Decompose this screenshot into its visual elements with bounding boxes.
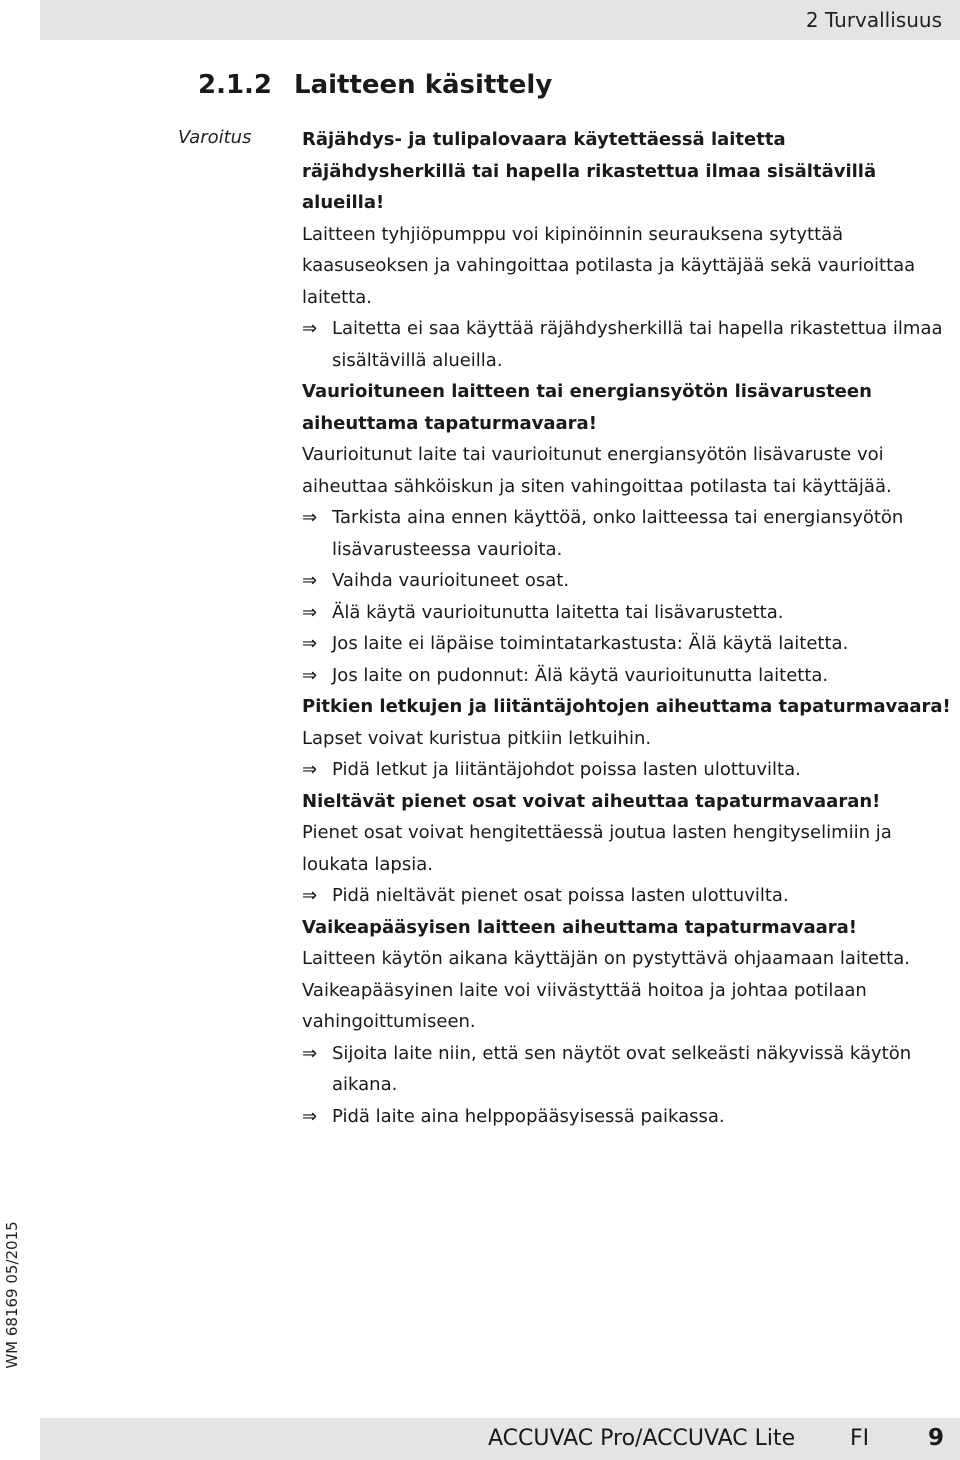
safety-action [302,660,952,692]
document-id: WM 68169 05/2015 [3,1221,21,1369]
warning-block [302,786,952,912]
page-footer [40,1418,960,1460]
safety-action [302,565,952,597]
safety-action-text: Älä käytä vaurioitunutta laitetta tai lisävarustetta. [332,601,784,623]
footer-product-name: ACCUVAC Pro/ACCUVAC Lite [488,1426,796,1451]
section-heading [198,70,552,100]
safety-action-text: Pidä nieltävät pienet osat poissa lasten ulottuvilta. [332,885,789,906]
hazard-heading: Vaurioituneen laitteen tai energiansyötön lisävarusteen aiheuttama tapaturmavaara! [302,381,872,434]
hazard-description: Laitteen tyhjiöpumppu voi kipinöinnin seurauksena sytyttää kaasuseoksen ja vahingoittaa potilasta ja käyttäjää sekä vaurioittaa laitetta. [302,223,916,308]
footer-language: FI [850,1426,870,1451]
safety-action [302,1101,952,1133]
safety-action [302,597,952,629]
hazard-heading: Pitkien letkujen ja liitäntäjohtojen aiheuttama tapaturmavaara! [302,696,951,717]
page-header [40,0,960,40]
safety-action [302,754,952,786]
safety-action-text: Tarkista aina ennen käyttöä, onko laitteessa tai energiansyötön lisävarusteessa vaurioita. [332,507,904,560]
action-arrow-icon: ⇒ [302,1105,318,1127]
safety-action-text: Vaihda vaurioituneet osat. [332,570,570,591]
warning-side-label: Varoitus [178,127,252,148]
action-arrow-icon: ⇒ [302,759,318,780]
hazard-heading: Räjähdys- ja tulipalovaara käytettäessä laitetta räjähdysherkillä tai hapella rikastettua ilmaa sisältävillä alueilla! [302,129,877,213]
action-arrow-icon: ⇒ [302,885,318,906]
warning-block [302,124,952,376]
hazard-heading: Vaikeapääsyisen laitteen aiheuttama tapaturmavaara! [302,916,858,938]
hazard-description: Pienet osat voivat hengitettäessä joutua lasten hengityselimiin ja loukata lapsia. [302,822,892,875]
action-arrow-icon: ⇒ [302,664,318,686]
safety-action-text: Pidä letkut ja liitäntäjohdot poissa lasten ulottuvilta. [332,759,801,780]
action-arrow-icon: ⇒ [302,507,318,528]
section-title: Laitteen käsittely [294,70,553,100]
page-number: 9 [928,1425,945,1451]
safety-action [302,502,952,565]
chapter-title: 2 Turvallisuus [805,8,942,32]
safety-action-text: Laitetta ei saa käyttää räjähdysherkillä tai hapella rikastettua ilmaa sisältävillä alueilla. [332,318,943,371]
action-arrow-icon: ⇒ [302,318,318,339]
warnings-body [302,124,952,1132]
warning-block [302,912,952,1133]
document-id-margin [0,1210,24,1380]
safety-action [302,880,952,912]
action-arrow-icon: ⇒ [302,1042,318,1064]
hazard-description: Lapset voivat kuristua pitkiin letkuihin. [302,727,652,749]
action-arrow-icon: ⇒ [302,601,318,623]
safety-action-text: Jos laite on pudonnut: Älä käytä vaurioitunutta laitetta. [332,664,829,686]
warning-block [302,376,952,691]
safety-action [302,628,952,660]
safety-action [302,313,952,376]
action-arrow-icon: ⇒ [302,570,318,591]
hazard-description: Vaikeapääsyinen laite voi viivästyttää hoitoa ja johtaa potilaan vahingoittumiseen. [302,979,867,1032]
hazard-heading: Nieltävät pienet osat voivat aiheuttaa tapaturmavaaran! [302,790,881,812]
safety-action-text: Pidä laite aina helppopääsyisessä paikassa. [332,1105,725,1127]
action-arrow-icon: ⇒ [302,633,318,654]
safety-action-text: Sijoita laite niin, että sen näytöt ovat selkeästi näkyvissä käytön aikana. [332,1042,912,1095]
hazard-description: Vaurioitunut laite tai vaurioitunut energiansyötön lisävaruste voi aiheuttaa sähköiskun ja siten vahingoittaa potilasta tai käyttäjää. [302,444,892,497]
safety-action-text: Jos laite ei läpäise toimintatarkastusta: Älä käytä laitetta. [332,633,849,654]
safety-action [302,1038,952,1101]
warning-block [302,691,952,786]
section-number: 2.1.2 [198,70,273,100]
hazard-description: Laitteen käytön aikana käyttäjän on pystyttävä ohjaamaan laitetta. [302,948,910,969]
